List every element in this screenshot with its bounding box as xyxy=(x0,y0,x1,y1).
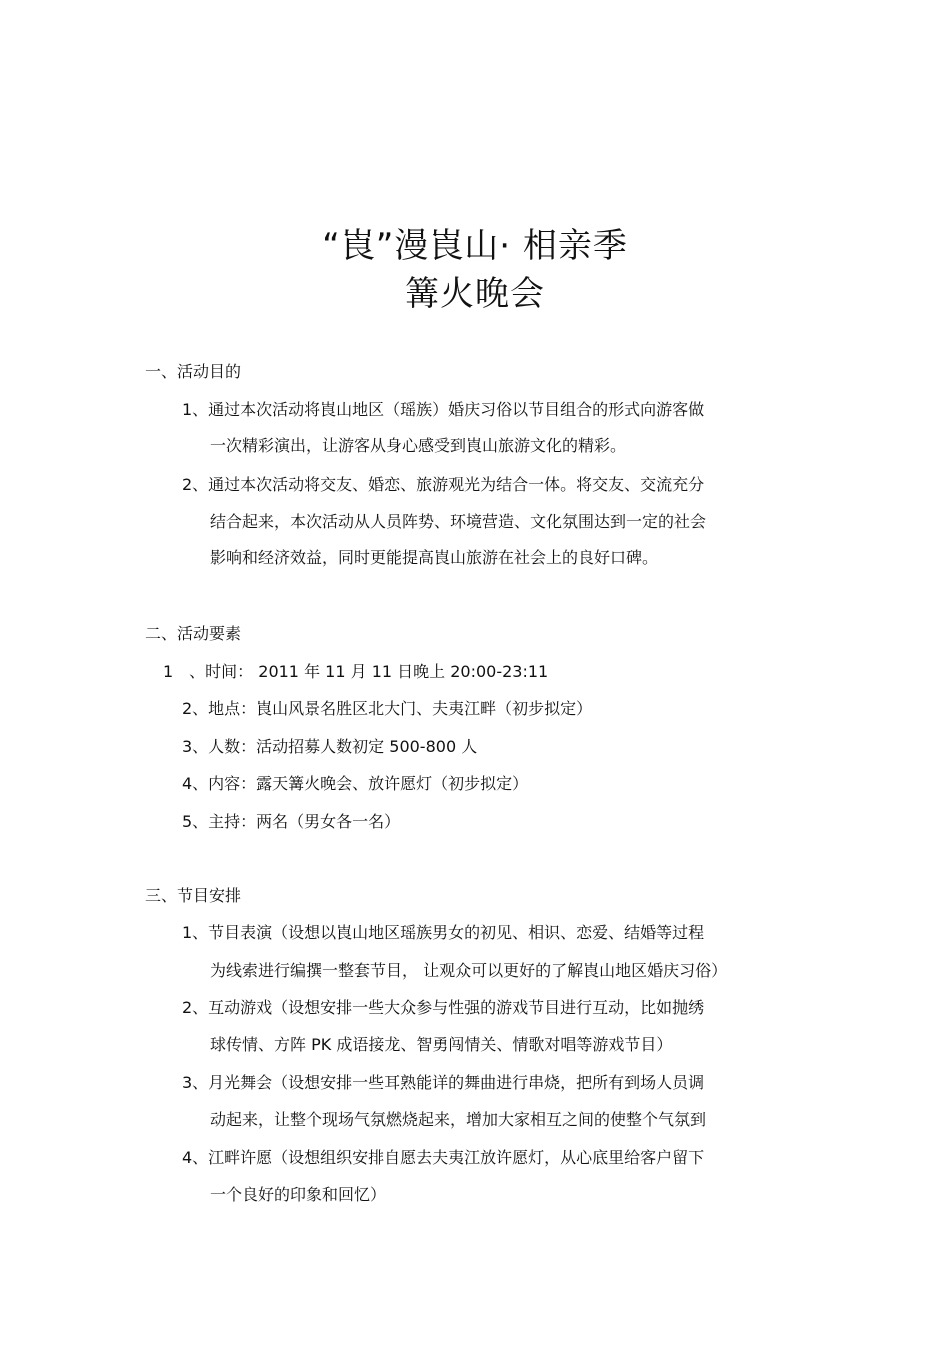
purpose-item-2-line-2: 结合起来，本次活动从人员阵势、环境营造、文化氛围达到一定的社会 xyxy=(210,512,707,531)
document-title-line-2: 篝火晚会 xyxy=(405,274,545,314)
program-item-4-line-2: 一个良好的印象和回忆） xyxy=(210,1185,387,1204)
document-title-line-1: “崀”漫崀山· 相亲季 xyxy=(322,226,628,266)
elements-item-time: 1 、时间： 2011 年 11 月 11 日晚上 20:00-23:11 xyxy=(163,662,549,681)
program-item-1-line-2: 为线索进行编撰一整套节目， 让观众可以更好的了解崀山地区婚庆习俗） xyxy=(210,961,728,980)
purpose-item-1-line-1: 1、通过本次活动将崀山地区（瑶族）婚庆习俗以节目组合的形式向游客做 xyxy=(182,400,705,419)
purpose-item-2-line-3: 影响和经济效益，同时更能提高崀山旅游在社会上的良好口碑。 xyxy=(210,548,659,567)
purpose-item-2-line-1: 2、通过本次活动将交友、婚恋、旅游观光为结合一体。将交友、交流充分 xyxy=(182,475,705,494)
program-item-1-line-1: 1、节目表演（设想以崀山地区瑶族男女的初见、相识、恋爱、结婚等过程 xyxy=(182,923,705,942)
program-item-2-line-1: 2、互动游戏（设想安排一些大众参与性强的游戏节目进行互动，比如抛绣 xyxy=(182,998,705,1017)
elements-item-headcount: 3、人数：活动招募人数初定 500-800 人 xyxy=(182,737,478,756)
elements-item-location: 2、地点：崀山风景名胜区北大门、夫夷江畔（初步拟定） xyxy=(182,699,593,718)
program-item-3-line-2: 动起来，让整个现场气氛燃烧起来，增加大家相互之间的使整个气氛到 xyxy=(210,1110,707,1129)
section-heading-elements: 二、活动要素 xyxy=(145,624,242,643)
section-heading-purpose: 一、活动目的 xyxy=(145,362,242,381)
elements-item-content: 4、内容：露天篝火晚会、放许愿灯（初步拟定） xyxy=(182,774,529,793)
program-item-4-line-1: 4、江畔许愿（设想组织安排自愿去夫夷江放许愿灯，从心底里给客户留下 xyxy=(182,1148,705,1167)
program-item-3-line-1: 3、月光舞会（设想安排一些耳熟能详的舞曲进行串烧，把所有到场人员调 xyxy=(182,1073,705,1092)
program-item-2-line-2: 球传情、方阵 PK 成语接龙、智勇闯情关、情歌对唱等游戏节目） xyxy=(210,1035,673,1054)
elements-item-host: 5、主持：两名（男女各一名） xyxy=(182,812,401,831)
section-heading-program: 三、节目安排 xyxy=(145,886,242,905)
purpose-item-1-line-2: 一次精彩演出，让游客从身心感受到崀山旅游文化的精彩。 xyxy=(210,436,627,455)
